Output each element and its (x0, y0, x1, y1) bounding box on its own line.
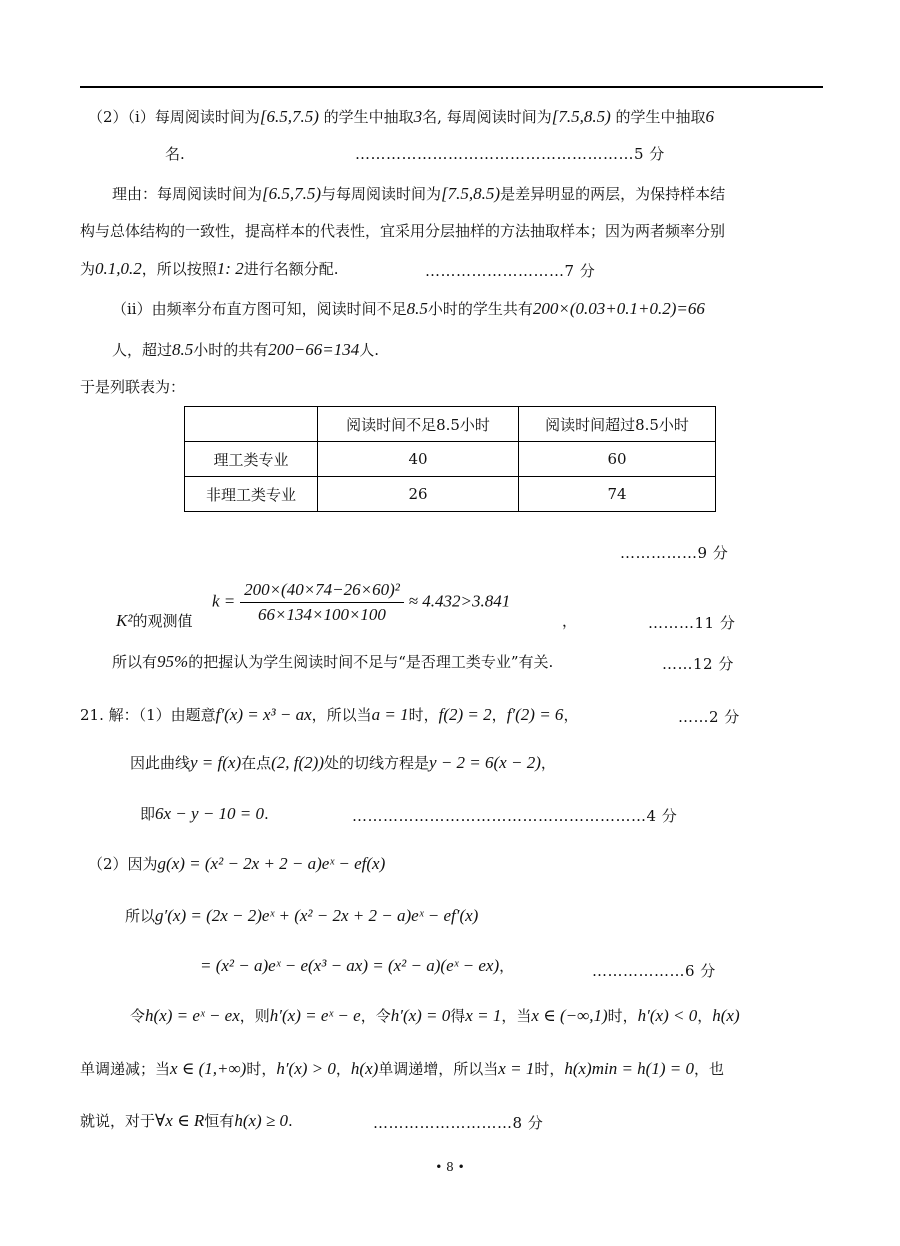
table-cell: 非理工类专业 (185, 477, 318, 512)
part2-g-line2: 所以g′(x) = (2x − 2)eˣ + (x² − 2x + 2 − a)eˣ − ef′(x) (125, 906, 479, 925)
part2-i-line2: 名. (165, 145, 185, 163)
q21-line3: 即6x − y − 10 = 0. (140, 804, 269, 823)
part2-g-line1: （2）因为g(x) = (x² − 2x + 2 − a)eˣ − ef(x) (88, 854, 386, 873)
table-intro: 于是列联表为： (80, 378, 186, 396)
table-header-row (185, 407, 716, 442)
score-9: ……………9 分 (620, 544, 729, 562)
table-row (185, 442, 716, 477)
k2-formula: k = $\frac{\text{200×(40×74−26×60)²}}{66\times 134\times 100\times 100}$ ≈ 4.432>3.841 (212, 580, 511, 624)
table-header-cell (185, 407, 318, 442)
reason-line2: 构与总体结构的一致性，提高样本的代表性，宜采用分层抽样的方法抽取样本；因为两者频率分别 (80, 222, 726, 240)
conclusion: 所以有95%的把握认为学生阅读时间不足与“是否理工类专业”有关. (112, 652, 554, 671)
part2-i-line1: （2）（i）每周阅读时间为[6.5,7.5) 的学生中抽取3名, 每周阅读时间为[7.5,8.5) 的学生中抽取6 (88, 107, 715, 126)
part2-ii-line1: （ii）由频率分布直方图可知，阅读时间不足8.5小时的学生共有200×(0.03+0.1+0.2)=66 (112, 299, 705, 318)
score-5: ………………………………………………5 分 (355, 145, 665, 163)
page-number: • 8 • (435, 1160, 465, 1174)
score-6: ………………6 分 (592, 962, 716, 980)
reason-line1: 理由：每周阅读时间为[6.5,7.5)与每周阅读时间为[7.5,8.5)是差异明显的两层，为保持样本结 (112, 184, 726, 203)
table-header-cell: 阅读时间不足8.5小时 (318, 407, 519, 442)
table-cell: 60 (519, 442, 716, 477)
k2-label: K²的观测值 (116, 611, 193, 630)
header-rule (80, 86, 823, 88)
q21-line2: 因此曲线y = f(x)在点(2, f(2))处的切线方程是y − 2 = 6(x − 2)， (130, 753, 556, 772)
table-cell: 理工类专业 (185, 442, 318, 477)
score-8: ………………………8 分 (373, 1114, 544, 1132)
score-12: ……12 分 (662, 655, 734, 673)
contingency-table (184, 406, 716, 512)
score-4: …………………………………………………4 分 (352, 807, 678, 825)
part2-ii-line2: 人，超过8.5小时的共有200−66=134人. (112, 340, 380, 359)
k2-fraction: $\frac{\text{200×(40×74−26×60)²}}{66\times 134\times 100\times 100}$ (240, 580, 404, 625)
table-cell: 74 (519, 477, 716, 512)
h-line2: 单调递减；当x ∈ (1,+∞)时，h′(x) > 0，h(x)单调递增，所以当x = 1时，h(x)min = h(1) = 0，也 (80, 1059, 724, 1078)
score-2: ……2 分 (678, 708, 740, 726)
h-line1: 令h(x) = eˣ − ex，则h′(x) = eˣ − e，令h′(x) = 0得x = 1，当x ∈ (−∞,1)时，h′(x) < 0，h(x) (130, 1006, 740, 1025)
table-cell: 40 (318, 442, 519, 477)
table-cell: 26 (318, 477, 519, 512)
k2-comma: ， (562, 612, 578, 630)
table-row (185, 477, 716, 512)
h-line3: 就说，对于∀x ∈ R恒有h(x) ≥ 0. (80, 1111, 293, 1130)
score-7: ………………………7 分 (425, 262, 596, 280)
reason-line3: 为0.1,0.2，所以按照1: 2进行名额分配. (80, 259, 339, 278)
score-11: ………11 分 (648, 614, 736, 632)
q21-line1: 21. 解：（1）由题意f′(x) = x³ − ax，所以当a = 1时，f(2) = 2，f′(2) = 6， (80, 705, 579, 724)
table-header-cell: 阅读时间超过8.5小时 (519, 407, 716, 442)
part2-g-line3: = (x² − a)eˣ − e(x³ − ax) = (x² − a)(eˣ − ex)， (200, 956, 515, 975)
